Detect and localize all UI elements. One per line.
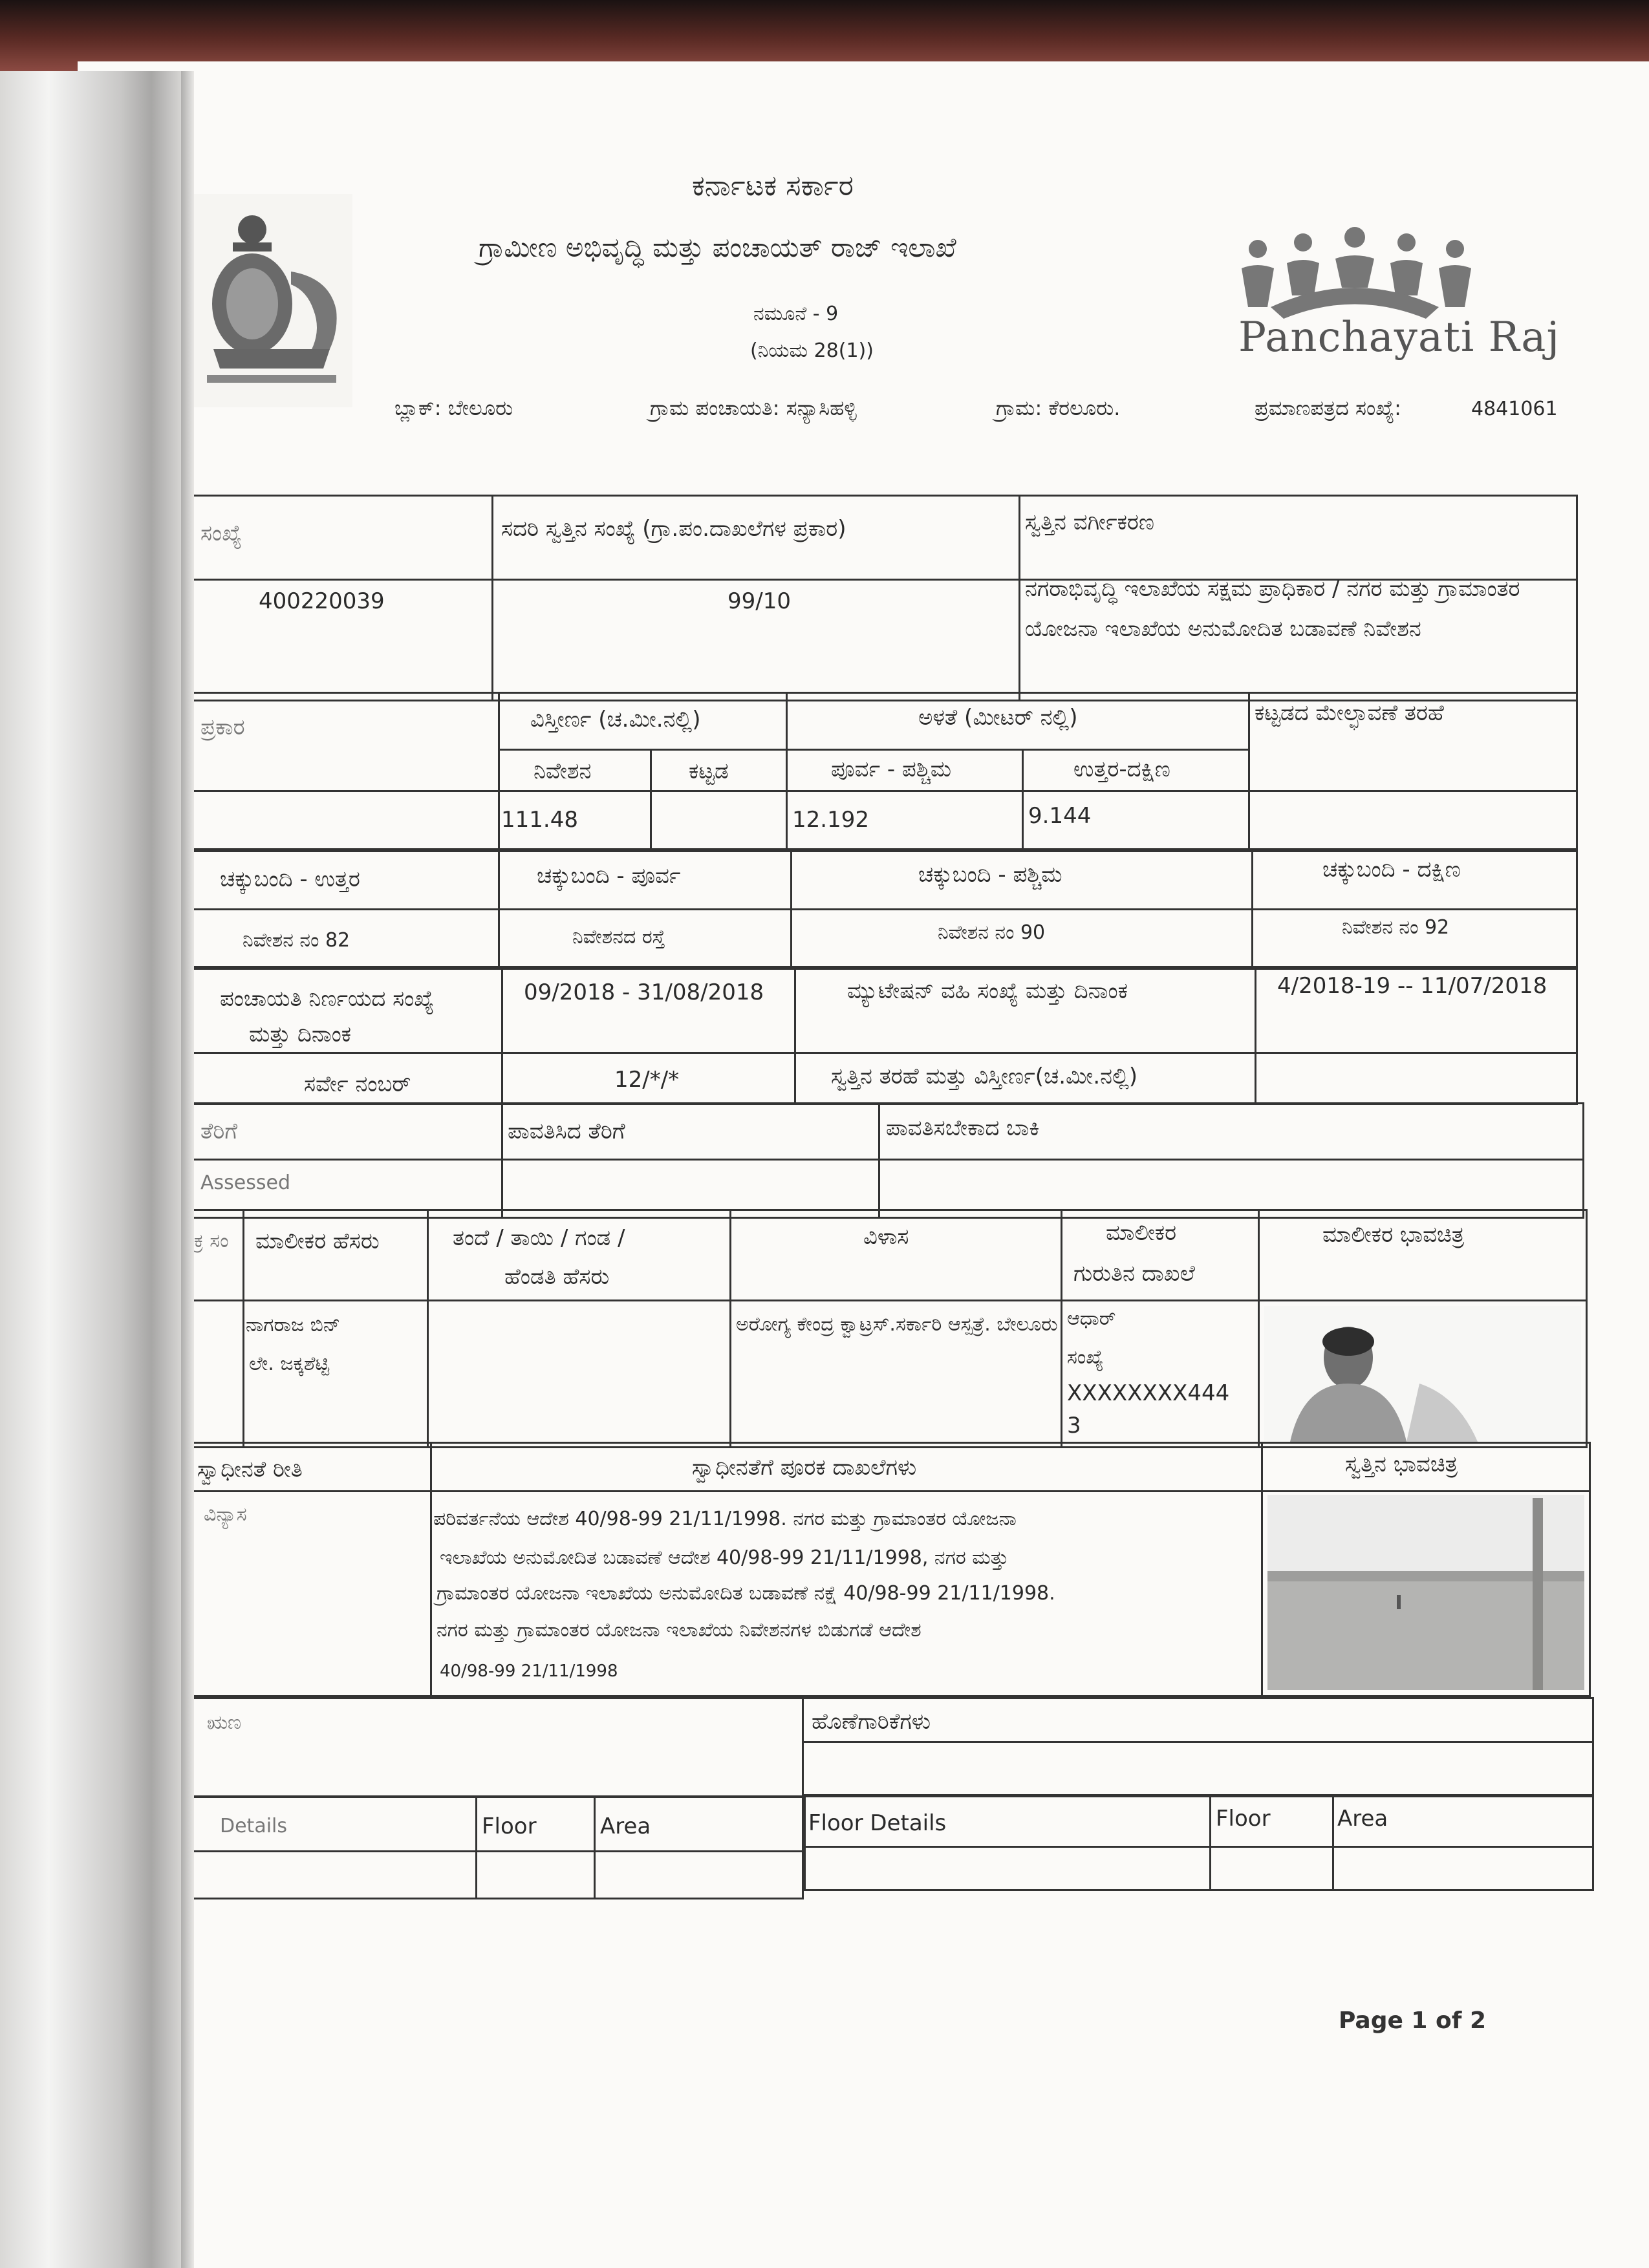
tax-label: ತೆರಿಗೆ <box>200 1118 238 1144</box>
property-class-value: ನಗರಾಭಿವೃದ್ಧಿ ಇಲಾಖೆಯ ಸಕ್ಷಮ ಪ್ರಾಧಿಕಾರ / ನಗರ ಮತ್ತು ಗ್ರಾಮಾಂತರ ಯೋಜನಾ ಇಲಾಖೆಯ ಅನುಮೋದಿತ ಬಡಾವಣೆ ನಿವೇಶನ <box>1025 576 1520 642</box>
liabilities-left-label: ಋಣ <box>207 1711 242 1734</box>
boundary-east: ನಿವೇಶನದ ರಸ್ತೆ <box>572 926 665 948</box>
property-photo-label: ಸ್ವತ್ತಿನ ಭಾವಚಿತ್ರ <box>1345 1451 1458 1477</box>
tax-assessed: Assessed <box>200 1171 290 1194</box>
scanner-edge <box>0 0 1649 71</box>
mutation-label: ಮ್ಯುಟೇಷನ್ ವಹಿ ಸಂಖ್ಯೆ ಮತ್ತು ದಿನಾಂಕ <box>847 978 1128 1004</box>
ownership-mode-value: ವಿನ್ಯಾಸ <box>204 1503 247 1526</box>
header-block: ಬ್ಲಾಕ್: ಬೇಲೂರು <box>394 396 513 420</box>
dim-ew-header: ಪೂರ್ವ - ಪಶ್ಚಿಮ <box>831 756 952 782</box>
boundary-north: ನಿವೇಶನ ನಂ 82 <box>242 929 350 952</box>
dim-site-header: ನಿವೇಶನ <box>534 758 592 784</box>
owner-name-2: ಲೇ. ಜಕ್ಕಶೆಟ್ಟಿ <box>249 1353 330 1375</box>
ownership-mode-label: ಸ್ವಾಧೀನತೆ ರೀತಿ <box>197 1457 303 1482</box>
tax-due: ಪಾವತಿಸಬೇಕಾದ ಬಾಕಿ <box>886 1115 1040 1141</box>
ownership-docs-label: ಸ್ವಾಧೀನತೆಗೆ ಪೂರಕ ದಾಖಲೆಗಳು <box>692 1455 917 1481</box>
floors-left-floor: Floor <box>482 1813 537 1839</box>
owner-id-4: 3 <box>1067 1413 1081 1439</box>
liabilities-right-label: ಹೊಣೆಗಾರಿಕೆಗಳು <box>812 1709 931 1735</box>
dim-measure-header: ಅಳತೆ (ಮೀಟರ್ ನಲ್ಲಿ) <box>918 705 1078 731</box>
dim-ew-value: 12.192 <box>792 807 869 833</box>
binding-fold <box>181 71 194 2268</box>
header-department: ಗ್ರಾಮೀಣ ಅಭಿವೃದ್ಧಿ ಮತ್ತು ಪಂಚಾಯತ್ ರಾಜ್ ಇಲಾಖೆ <box>479 231 956 263</box>
dim-ns-header: ಉತ್ತರ-ದಕ್ಷಿಣ <box>1073 756 1170 782</box>
resolution-label-1: ಪಂಚಾಯತಿ ನಿರ್ಣಯದ ಸಂಖ್ಯೆ <box>220 986 435 1012</box>
mutation-value: 4/2018-19 -- 11/07/2018 <box>1277 973 1547 999</box>
floors-left-details: Details <box>220 1815 288 1837</box>
owner-photo <box>1264 1306 1581 1442</box>
dim-area-header: ವಿಸ್ತೀರ್ಣ (ಚ.ಮೀ.ನಲ್ಲಿ) <box>530 707 701 733</box>
header-cert-label: ಪ್ರಮಾಣಪತ್ರದ ಸಂಖ್ಯೆ: <box>1255 396 1401 420</box>
owner-photo-header: ಮಾಲೀಕರ ಭಾವಚಿತ್ರ <box>1322 1222 1465 1248</box>
owner-relation-header-2: ಹೆಂಡತಿ ಹೆಸರು <box>504 1264 610 1290</box>
docs-line-3: ಗ್ರಾಮಾಂತರ ಯೋಜನಾ ಇಲಾಖೆಯ ಅನುಮೋದಿತ ಬಡಾವಣೆ ನಕ್ಷೆ 40/98-99 21/11/1998. <box>436 1582 1055 1605</box>
dim-site-area: 111.48 <box>501 807 578 833</box>
boundary-south-header: ಚಕ್ಕುಬಂದಿ - ದಕ್ಷಿಣ <box>1322 857 1461 883</box>
boundary-west: ನಿವೇಶನ ನಂ 90 <box>938 921 1046 944</box>
docs-line-4: ನಗರ ಮತ್ತು ಗ್ರಾಮಾಂತರ ಯೋಜನಾ ಇಲಾಖೆಯ ನಿವೇಶನಗಳ ಬಿಡುಗಡೆ ಆದೇಶ <box>436 1619 921 1642</box>
floors-right-area: Area <box>1337 1806 1388 1832</box>
property-id-header: ಸಂಖ್ಯೆ <box>200 520 242 546</box>
owner-name-1: ನಾಗರಾಜ ಬಿನ್ <box>246 1314 341 1336</box>
owner-id-3: XXXXXXXX444 <box>1067 1380 1230 1406</box>
dim-type-header: ಪ್ರಕಾರ <box>200 714 245 740</box>
tax-paid: ಪಾವತಿಸಿದ ತೆರಿಗೆ <box>508 1118 625 1144</box>
docs-line-1: ಪರಿವರ್ತನೆಯ ಆದೇಶ 40/98-99 21/11/1998. ನಗರ ಮತ್ತು ಗ್ರಾಮಾಂತರ ಯೋಜನಾ <box>433 1508 1017 1530</box>
owner-sl-header: ಕ್ರ ಸಂ <box>194 1230 229 1252</box>
owner-id-2: ಸಂಖ್ಯೆ <box>1067 1346 1104 1369</box>
header-village: ಗ್ರಾಮ: ಕೆರಲೂರು. <box>996 396 1121 420</box>
owner-relation-header-1: ತಂದೆ / ತಾಯಿ / ಗಂಡ / <box>453 1225 625 1251</box>
property-photo <box>1267 1495 1584 1690</box>
property-class-header: ಸ್ವತ್ತಿನ ವರ್ಗೀಕರಣ <box>1025 509 1154 535</box>
owner-name-header: ಮಾಲೀಕರ ಹೆಸರು <box>255 1228 380 1254</box>
owner-id-1: ಆಧಾರ್ <box>1067 1307 1116 1330</box>
resolution-value: 09/2018 - 31/08/2018 <box>524 979 764 1005</box>
owner-address-header: ವಿಳಾಸ <box>863 1224 909 1250</box>
floors-right-details: Floor Details <box>808 1810 947 1836</box>
property-id-value: 400220039 <box>259 588 385 614</box>
boundary-north-header: ಚಕ್ಕುಬಂದಿ - ಉತ್ತರ <box>220 866 360 892</box>
docs-line-2: ಇಲಾಖೆಯ ಅನುಮೋದಿತ ಬಡಾವಣೆ ಆದೇಶ 40/98-99 21/11/1998, ನಗರ ಮತ್ತು <box>440 1546 1009 1569</box>
owner-address: ಅರೋಗ್ಯ ಕೇಂದ್ರ ಕ್ವಾಟ್ರಸ್.ಸರ್ಕಾರಿ ಆಸ್ಪತ್ರೆ. ಬೇಲೂರು <box>736 1313 1058 1336</box>
header-gp: ಗ್ರಾಮ ಪಂಚಾಯತಿ: ಸನ್ಯಾಸಿಹಳ್ಳಿ <box>650 396 857 420</box>
docs-line-5: 40/98-99 21/11/1998 <box>440 1662 618 1681</box>
karnataka-emblem-icon <box>194 194 352 407</box>
dim-building-col: ಕಟ್ಟಡ <box>689 758 729 784</box>
panchayati-raj-text: Panchayati Raj <box>1238 314 1560 361</box>
header-gov: ಕರ್ನಾಟಕ ಸರ್ಕಾರ <box>692 169 854 202</box>
dim-building-header: ಕಟ್ಟಡದ ಮೇಲ್ಛಾವಣೆ ತರಹೆ <box>1255 700 1444 726</box>
property-no-header: ಸದರಿ ಸ್ವತ್ತಿನ ಸಂಖ್ಯೆ (ಗ್ರಾ.ಪಂ.ದಾಖಲೆಗಳ ಪ್ರಕಾರ) <box>501 516 846 542</box>
property-no-value: 99/10 <box>727 588 791 614</box>
page-number: Page 1 of 2 <box>1339 2007 1486 2034</box>
header-rule: (ನಿಯಮ 28(1)) <box>750 339 874 362</box>
floors-left-area: Area <box>600 1813 651 1839</box>
nature-label: ಸ್ವತ್ತಿನ ತರಹೆ ಮತ್ತು ವಿಸ್ತೀರ್ಣ(ಚ.ಮೀ.ನಲ್ಲಿ) <box>831 1064 1138 1089</box>
boundary-west-header: ಚಕ್ಕುಬಂದಿ - ಪಶ್ಚಿಮ <box>918 862 1062 888</box>
header-cert-no: 4841061 <box>1471 398 1558 420</box>
resolution-label-2: ಮತ್ತು ದಿನಾಂಕ <box>249 1022 352 1047</box>
owner-id-header-2: ಗುರುತಿನ ದಾಖಲೆ <box>1073 1261 1195 1287</box>
boundary-east-header: ಚಕ್ಕುಬಂದಿ - ಪೂರ್ವ <box>537 863 681 889</box>
header-form: ನಮೂನೆ - 9 <box>753 303 839 325</box>
survey-value: 12/*/* <box>614 1067 680 1093</box>
survey-label: ಸರ್ವೇ ನಂಬರ್ <box>304 1071 411 1097</box>
floors-right-floor: Floor <box>1216 1806 1271 1832</box>
dim-ns-value: 9.144 <box>1028 803 1092 829</box>
owner-id-header-1: ಮಾಲೀಕರ <box>1106 1220 1177 1246</box>
boundary-south: ನಿವೇಶನ ನಂ 92 <box>1342 916 1450 939</box>
book-binding <box>0 71 194 2268</box>
